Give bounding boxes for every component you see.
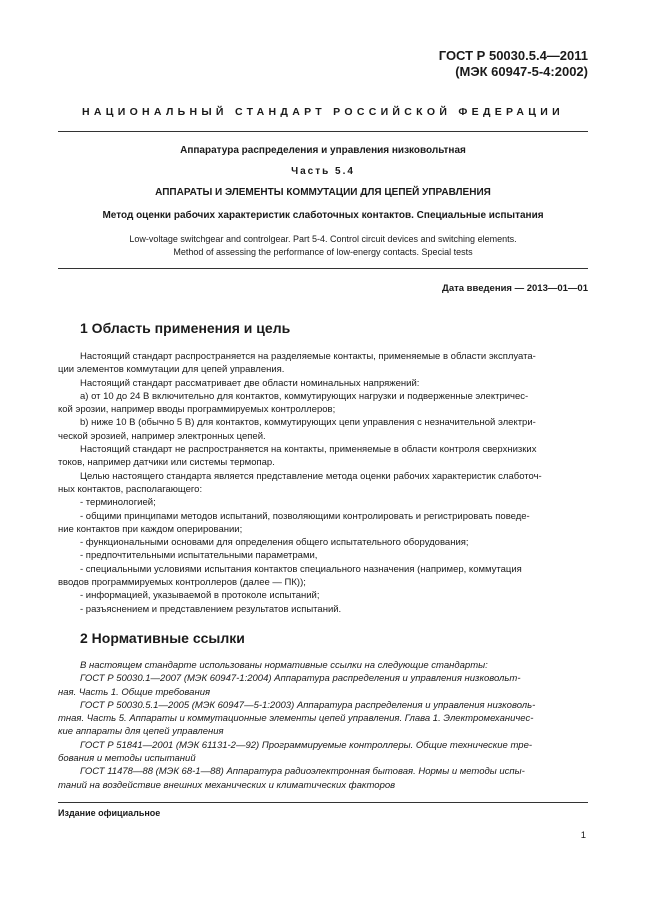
text-line: тная. Часть 5. Аппараты и коммутационные элементы цепей управления. Глава 1. Электромеханичес- xyxy=(58,713,534,725)
text-line: таний на воздействие внешних механических и климатических факторов xyxy=(58,779,396,791)
text-line: кой эрозии, например вводы программируемых контроллеров; xyxy=(58,404,336,416)
text-line: - предпочтительными испытательными параметрами, xyxy=(80,550,318,562)
section-2-body xyxy=(58,659,588,792)
page-number: 1 xyxy=(580,830,586,841)
title-line-1: Аппаратура распределения и управления низковольтная xyxy=(180,145,466,156)
text-line: токов, например датчики или системы термопар. xyxy=(58,457,275,469)
text-line: бования и методы испытаний xyxy=(58,753,196,765)
edition-note: Издание официальное xyxy=(58,808,161,818)
text-line: b) ниже 10 В (обычно 5 В) для контактов, коммутирующих цепи управления с незначительной электри- xyxy=(80,417,536,429)
part-title: Часть 5.4 xyxy=(291,166,355,177)
section-1-heading: 1 Область применения и цель xyxy=(80,320,291,336)
text-line: ГОСТ 11478—88 (МЭК 68-1—88) Аппаратура радиоэлектронная бытовая. Нормы и методы испы- xyxy=(80,766,525,778)
text-line: - информацией, указываемой в протоколе испытаний; xyxy=(80,590,320,602)
text-line: В настоящем стандарте использованы нормативные ссылки на следующие стандарты: xyxy=(80,660,488,671)
iec-reference: (МЭК 60947-5-4:2002) xyxy=(455,64,588,79)
text-line: - терминологией; xyxy=(80,497,156,509)
title-rule xyxy=(58,268,588,269)
text-line: ГОСТ Р 50030.5.1—2005 (МЭК 60947—5-1:2003) Аппаратура распределения и управления низковоль- xyxy=(80,699,536,711)
method-title: Метод оценки рабочих характеристик слаботочных контактов. Специальные испытания xyxy=(102,210,544,221)
introduction-date: Дата введения — 2013—01—01 xyxy=(442,283,588,294)
text-line: - функциональными основами для определения общего испытательного оборудования; xyxy=(80,537,469,549)
footer-rule xyxy=(58,802,588,803)
text-line: Целью настоящего стандарта является представление метода оценки рабочих характеристик слаботоч- xyxy=(80,470,542,482)
text-line: ных контактов, располагающего: xyxy=(58,483,203,495)
text-line: ции элементов коммутации для цепей управления. xyxy=(58,364,285,376)
text-line: Настоящий стандарт распространяется на разделяемые контакты, применяемые в области эксплуата- xyxy=(80,351,536,362)
text-line: - общими принципами методов испытаний, позволяющими контролировать и регистрировать поведе- xyxy=(80,510,530,522)
section-1-body xyxy=(58,350,588,616)
standard-code: ГОСТ Р 50030.5.4—2011 xyxy=(438,48,588,63)
text-line: ная. Часть 1. Общие требования xyxy=(58,686,211,698)
text-line: Настоящий стандарт не распространяется на контакты, применяемые в области контроля сверхнизких xyxy=(80,444,537,456)
section-2-heading: 2 Нормативные ссылки xyxy=(80,630,245,646)
text-line: вводов программируемых контроллеров (далее — ПК)); xyxy=(58,577,306,589)
main-title: АППАРАТЫ И ЭЛЕМЕНТЫ КОММУТАЦИИ ДЛЯ ЦЕПЕЙ УПРАВЛЕНИЯ xyxy=(155,187,491,198)
standard-designation xyxy=(439,48,588,80)
national-standard-title: НАЦИОНАЛЬНЫЙ СТАНДАРТ РОССИЙСКОЙ ФЕДЕРАЦИИ xyxy=(82,106,564,118)
text-line: - разъяснением и представлением результатов испытаний. xyxy=(80,603,342,615)
text-line: ГОСТ Р 50030.1—2007 (МЭК 60947-1:2004) Аппаратура распределения и управления низковольт- xyxy=(80,673,521,685)
header-rule xyxy=(58,131,588,132)
text-line: ческой эрозией, например электронных цепей. xyxy=(58,430,266,442)
text-line: а) от 10 до 24 В включительно для контактов, коммутирующих нагрузки и подверженные электричес- xyxy=(80,390,529,402)
text-line: ГОСТ Р 51841—2001 (МЭК 61131-2—92) Программируемые контроллеры. Общие технические тре- xyxy=(80,739,533,751)
text-line: Настоящий стандарт рассматривает две области номинальных напряжений: xyxy=(80,377,420,389)
text-line: - специальными условиями испытания контактов специального назначения (например, коммутация xyxy=(80,563,522,575)
text-line: ние контактов при каждом оперировании; xyxy=(58,523,243,535)
text-line: кие аппараты для цепей управления xyxy=(58,726,224,738)
english-title-1: Low-voltage switchgear and controlgear. Part 5-4. Control circuit devices and switching elements. xyxy=(129,234,517,244)
english-title-2: Method of assessing the performance of low-energy contacts. Special tests xyxy=(173,247,473,257)
